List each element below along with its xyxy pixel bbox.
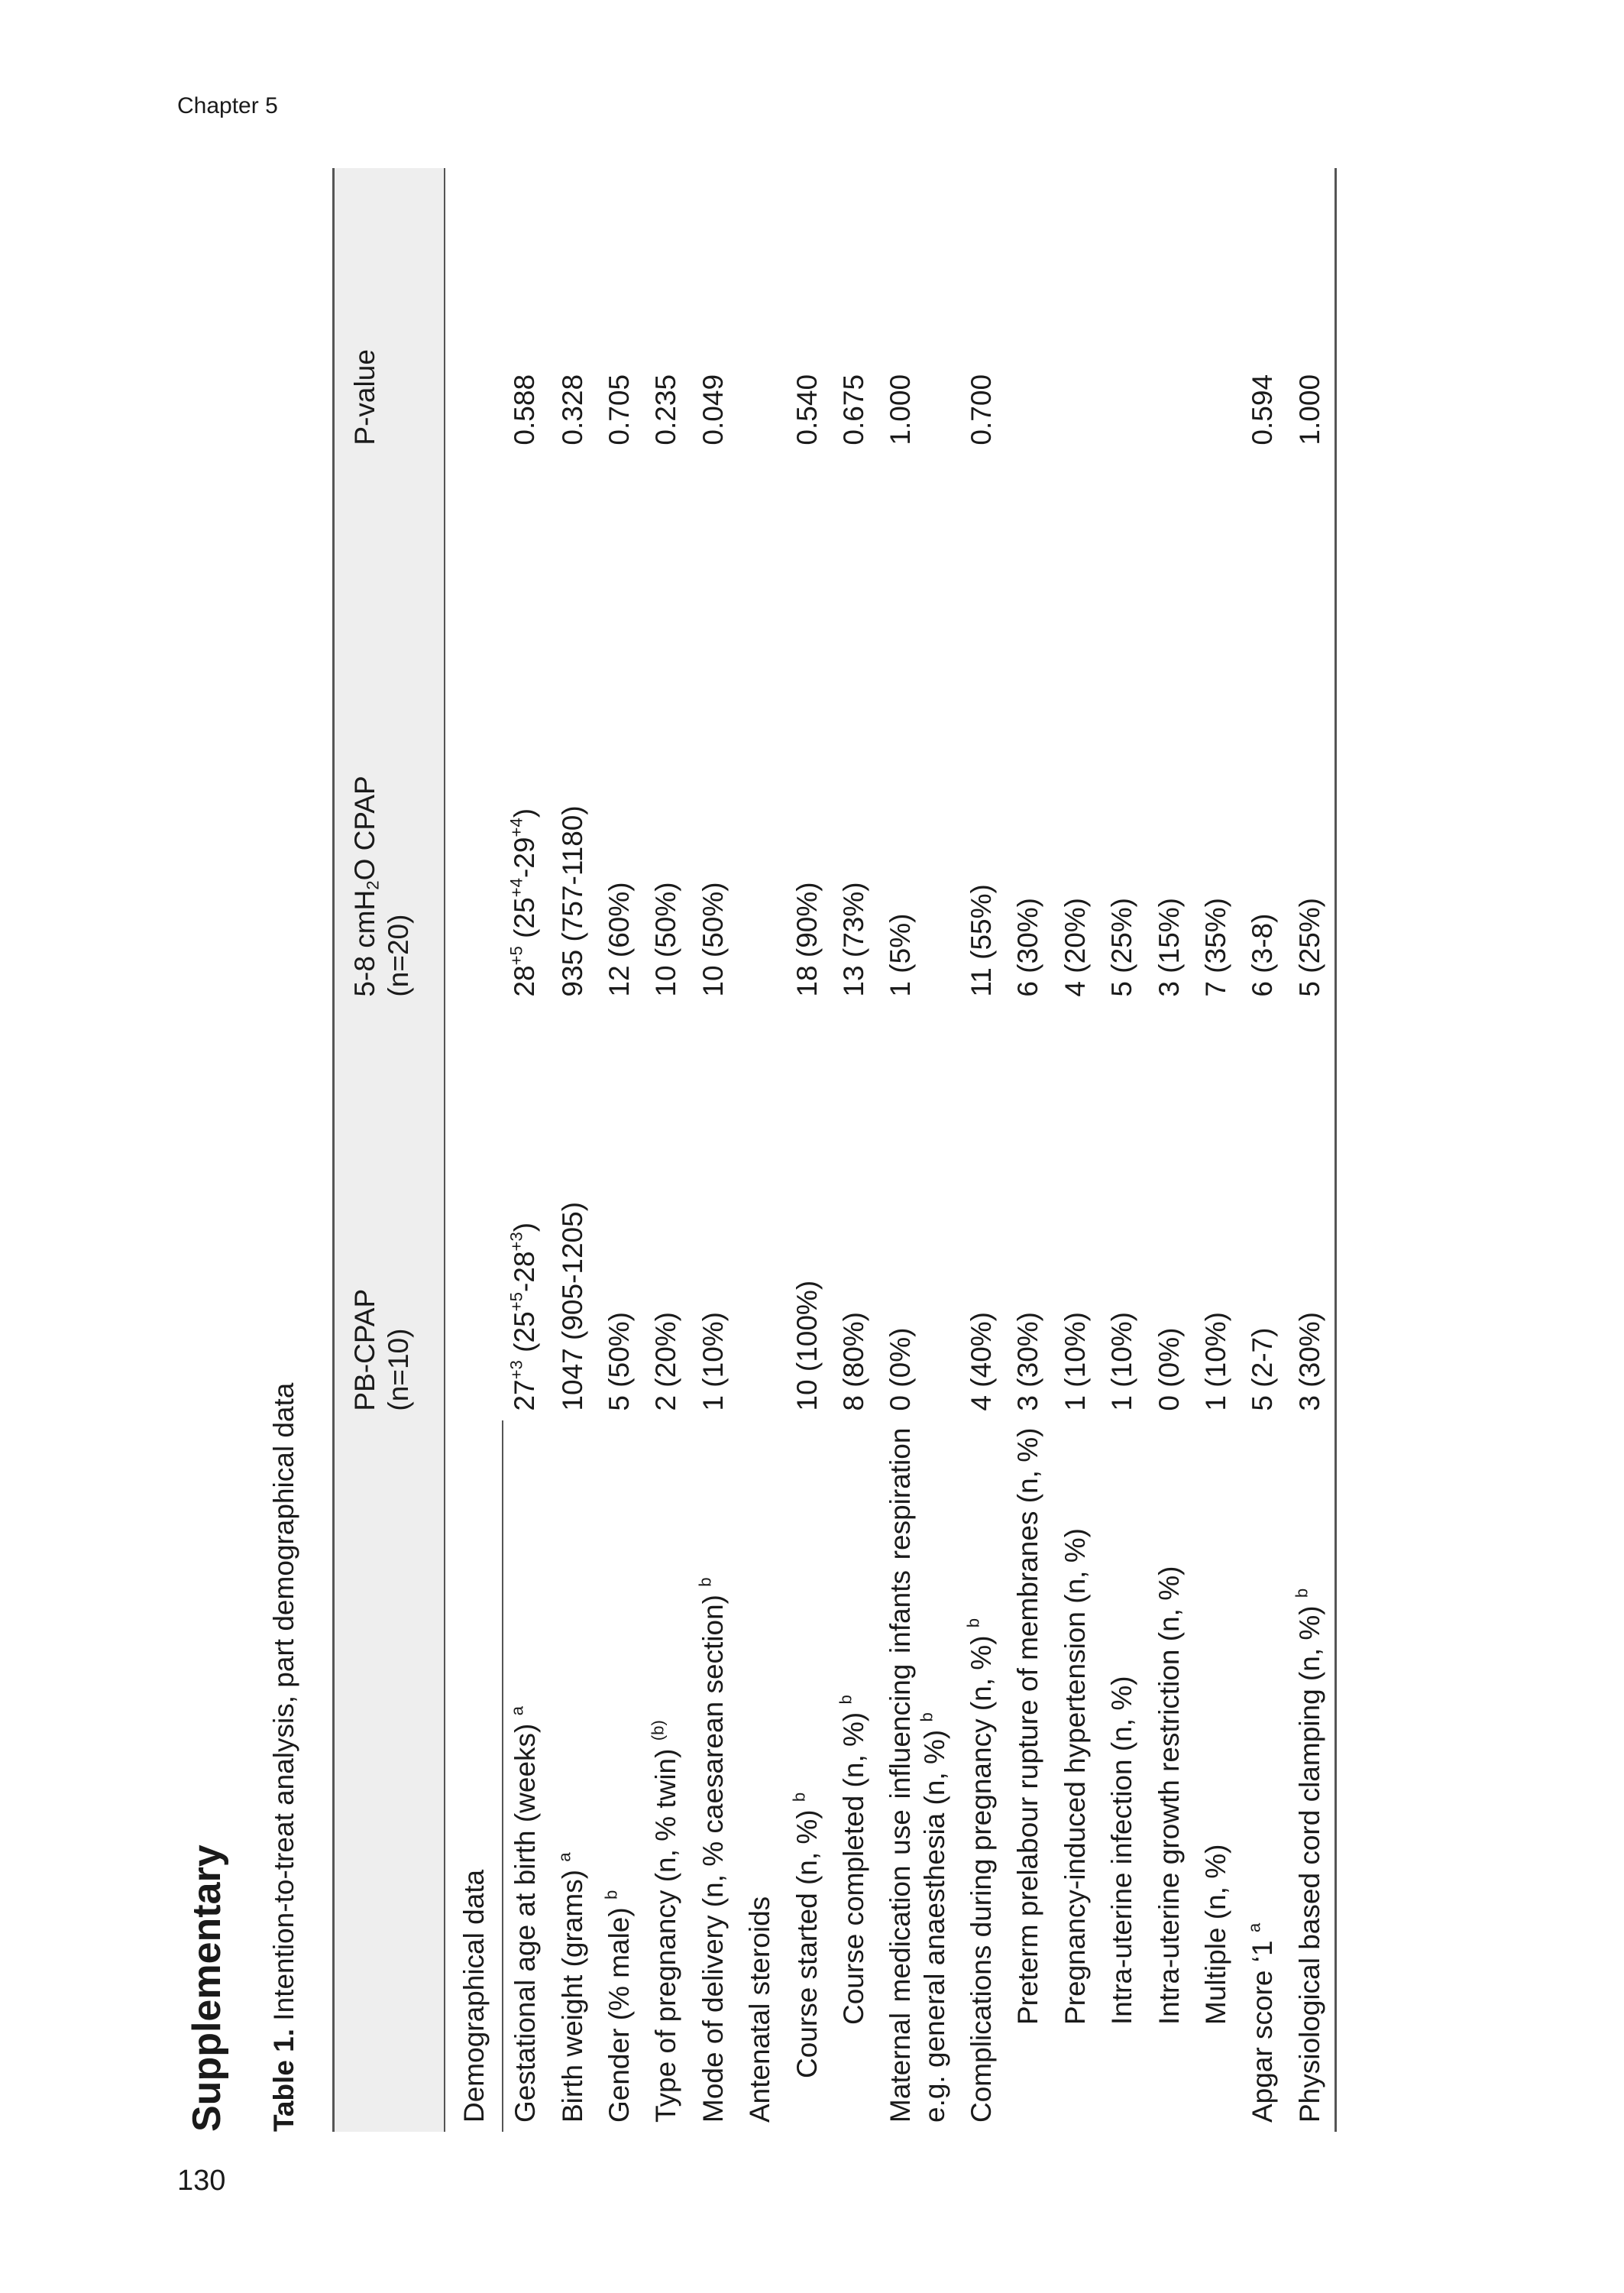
section-row — [445, 168, 503, 2132]
cpap-value: 11 (55%) — [966, 884, 998, 997]
row-label: Intra-uterine growth restriction (n, %) — [1153, 1566, 1185, 2025]
cpap-value: 5 (25%) — [1106, 898, 1138, 997]
table-row — [959, 168, 1006, 2132]
cpap-value: 6 (3-8) — [1247, 913, 1279, 997]
row-label: Gender (% male) $^b$ — [601, 1890, 635, 2123]
pb-value: 0 (0%) — [1153, 1327, 1185, 1411]
cpap-value: 12 (60%) — [603, 882, 635, 997]
header-cpap — [334, 455, 445, 1006]
table-row — [1241, 168, 1287, 2132]
row-label: Maternal medication use influencing infants respiration e.g. general anaesthesia (n, %) $^b$ — [885, 1427, 950, 2123]
table-row — [1194, 168, 1241, 2132]
table-row — [503, 168, 550, 2132]
pb-value: 2 (20%) — [650, 1312, 682, 1411]
cpap-value: 935 (757-1180) — [556, 805, 588, 997]
p-value: 1.000 — [885, 374, 917, 445]
header-p-value: P-value — [334, 168, 445, 455]
table-row — [644, 168, 691, 2132]
page-number: 130 — [177, 2165, 226, 2197]
row-label: Preterm prelabour rupture of membranes (n, %) — [1012, 1427, 1044, 2025]
pb-value: 1047 (905-1205) — [556, 1201, 588, 1411]
caption-text: Intention-to-treat analysis, part demographical data — [268, 1382, 299, 2021]
pb-value: 5 (2-7) — [1247, 1327, 1279, 1411]
pb-value: 8 (80%) — [837, 1312, 869, 1411]
cpap-value: 18 (90%) — [791, 882, 823, 997]
row-label: Gestational age at birth (weeks) $^a$ — [507, 1706, 542, 2123]
pb-value: 3 (30%) — [1288, 1006, 1336, 1420]
row-label: Birth weight (grams) $^a$ — [555, 1852, 588, 2123]
table-row — [1053, 168, 1100, 2132]
row-label: Pregnancy-induced hypertension (n, %) — [1059, 1528, 1091, 2025]
row-label: Multiple (n, %) — [1200, 1844, 1232, 2025]
p-value: 0.700 — [966, 374, 998, 445]
header-cpap-sub: 2 — [363, 880, 383, 890]
caption-label: Table 1. — [268, 2028, 299, 2132]
pb-value: 5 (50%) — [603, 1312, 635, 1411]
demographics-table — [332, 168, 1337, 2132]
row-label: Course started (n, %) $^b$ — [788, 1792, 823, 2078]
rotated-content — [172, 107, 1428, 2132]
table-row — [1100, 168, 1147, 2132]
row-label: Complications during pregnancy (n, %) $^b$ — [963, 1618, 998, 2123]
p-value: 0.235 — [650, 374, 682, 445]
cpap-value: 3 (15%) — [1153, 898, 1185, 997]
p-value: 0.588 — [509, 374, 541, 445]
table-header-row — [334, 168, 445, 2132]
header-pb-cpap-n: (n=10) — [383, 1328, 415, 1411]
row-label: Antenatal steroids — [744, 1896, 776, 2123]
header-blank — [334, 1420, 445, 2132]
p-value: 0.675 — [837, 374, 869, 445]
pb-value: 3 (30%) — [1012, 1312, 1044, 1411]
cpap-value: $28^{+5}$ $(25^{+4}-29^{+4})$ — [506, 808, 541, 997]
row-label: Type of pregnancy (n, % twin) $^{(b)}$ — [648, 1720, 682, 2123]
header-pb-cpap-name: PB-CPAP — [349, 1288, 380, 1411]
row-label: Course completed (n, %) $^b$ — [836, 1695, 869, 2025]
p-value: 0.705 — [603, 374, 635, 445]
p-value: 0.049 — [697, 374, 729, 445]
row-label: Physiological based cord clamping (n, %) $^b$ — [1288, 1420, 1336, 2132]
cpap-value: 1 (5%) — [885, 913, 917, 997]
cpap-value: 10 (50%) — [697, 882, 729, 997]
section-label: Demographical data — [445, 1420, 503, 2132]
table-row — [551, 168, 597, 2132]
pb-value: $27^{+3}$ $(25^{+5}-28^{+3})$ — [506, 1222, 541, 1411]
table-caption — [268, 1383, 300, 2132]
cpap-value: 10 (50%) — [650, 882, 682, 997]
header-cpap-n: (n=20) — [383, 914, 415, 997]
table-row — [832, 168, 878, 2132]
header-cpap-post: O CPAP — [349, 776, 380, 881]
pb-value: 4 (40%) — [966, 1312, 998, 1411]
header-cpap-pre: 5-8 cmH — [349, 889, 380, 997]
table-row — [1288, 168, 1336, 2132]
table-row — [691, 168, 738, 2132]
pb-value: 1 (10%) — [1200, 1312, 1232, 1411]
table-row — [738, 168, 785, 2132]
chapter-header: Chapter 5 — [177, 93, 278, 118]
pb-value: 1 (10%) — [1106, 1312, 1138, 1411]
p-value: 0.594 — [1247, 374, 1279, 445]
cpap-value: 5 (25%) — [1288, 455, 1336, 1006]
cpap-value: 6 (30%) — [1012, 898, 1044, 997]
table-row — [878, 168, 959, 2132]
row-label: Intra-uterine infection (n, %) — [1106, 1676, 1138, 2025]
pb-value: 1 (10%) — [1059, 1312, 1091, 1411]
table-row — [785, 168, 832, 2132]
row-label: Apgar score ‘1 $^a$ — [1244, 1922, 1279, 2123]
header-pb-cpap — [334, 1006, 445, 1420]
table-row — [1006, 168, 1053, 2132]
cpap-value: 4 (20%) — [1059, 898, 1091, 997]
cpap-value: 13 (73%) — [837, 882, 869, 997]
pb-value: 1 (10%) — [697, 1312, 729, 1411]
p-value: 0.540 — [791, 374, 823, 445]
p-value: 0.328 — [556, 374, 588, 445]
row-label: Mode of delivery (n, % caesarean section) $^b$ — [695, 1577, 729, 2123]
cpap-value: 7 (35%) — [1200, 898, 1232, 997]
table-row — [1147, 168, 1194, 2132]
table-row — [597, 168, 644, 2132]
section-title: Supplementary — [185, 1844, 229, 2132]
p-value: 1.000 — [1288, 168, 1336, 455]
pb-value: 0 (0%) — [885, 1327, 917, 1411]
pb-value: 10 (100%) — [791, 1280, 823, 1411]
